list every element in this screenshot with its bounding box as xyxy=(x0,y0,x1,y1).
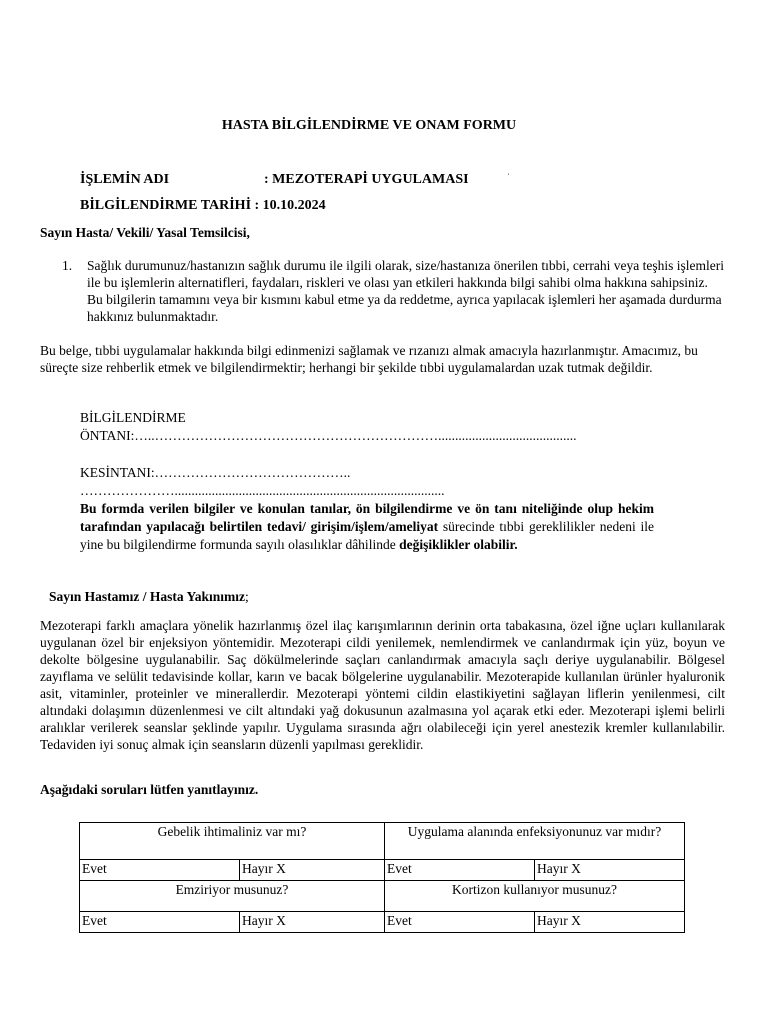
salutation: Sayın Hasta/ Vekili/ Yasal Temsilcisi, xyxy=(40,225,250,240)
table-row xyxy=(80,881,685,912)
notice-bold-end: değişiklikler olabilir. xyxy=(399,537,518,552)
answer-yes[interactable]: Evet xyxy=(80,912,240,933)
notice-paragraph xyxy=(80,500,654,554)
final-diagnosis-line: KESİNTANI:…………………………………….. xyxy=(80,465,351,480)
question-infection: Uygulama alanında enfeksiyonunuz var mıdır? xyxy=(385,823,685,860)
question-breastfeeding: Emziriyor musunuz? xyxy=(80,881,385,912)
answer-no[interactable]: Hayır X xyxy=(240,860,385,881)
answer-no[interactable]: Hayır X xyxy=(535,860,685,881)
pre-diagnosis-label: BİLGİLENDİRME xyxy=(80,410,186,425)
answer-yes[interactable]: Evet xyxy=(385,912,535,933)
pre-diagnosis-line: ÖNTANI:…..………………………………………………………......................................... xyxy=(80,428,577,443)
questions-heading: Aşağıdaki soruları lütfen yanıtlayınız. xyxy=(40,782,259,797)
patient-salutation xyxy=(49,588,249,605)
answer-no[interactable]: Hayır X xyxy=(535,912,685,933)
table-row xyxy=(80,823,685,860)
procedure-value: : MEZOTERAPİ UYGULAMASI xyxy=(264,172,469,187)
answer-no[interactable]: Hayır X xyxy=(240,912,385,933)
intro-paragraph: Bu belge, tıbbi uygulamalar hakkında bilgi edinmenizi sağlamak ve rızanızı almak amacıyla hazırlanmıştır. Amacımız, bu süreçte size rehberlik etmek ve bilgilendirmektir; herhangi bir şekilde tıbbi uygulamalardan uzak tutmak değildir. xyxy=(40,343,698,375)
patient-salutation-end: ; xyxy=(245,589,249,604)
question-pregnancy: Gebelik ihtimaliniz var mı? xyxy=(80,823,385,860)
rights-list xyxy=(62,257,726,325)
notice-normal: sürecinde tıbbi gereklilikler nedeni ile yine bu bilgilendirme formunda sayılı olasılıklar dâhilinde xyxy=(80,519,654,552)
answer-yes[interactable]: Evet xyxy=(385,860,535,881)
list-number: 1. xyxy=(62,258,73,273)
table-row xyxy=(80,860,685,881)
final-diagnosis-line-continued: …………………................................................................................ xyxy=(80,483,445,498)
question-cortisone: Kortizon kullanıyor musunuz? xyxy=(385,881,685,912)
patient-salutation-text: Sayın Hastamız / Hasta Yakınımız xyxy=(49,589,246,604)
table-row xyxy=(80,912,685,933)
tick-mark: ˈ xyxy=(507,172,510,182)
answer-yes[interactable]: Evet xyxy=(80,860,240,881)
notice-bold-start: Bu formda verilen bilgiler ve konulan tanılar, ön bilgilendirme ve ön tanı niteliğinde olup hekim tarafından yapılacağı belirtilen tedavi/ girişim/işlem/ameliyat xyxy=(80,501,654,534)
mesotherapy-paragraph: Mezoterapi farklı amaçlara yönelik hazırlanmış özel ilaç karışımlarının derinin orta tabakasına, özel iğne uçları kullanılarak uygulanan özel bir enjeksiyon yöntemidir. Mezoterapi cildi yenilemek, nemlendirmek ve canlandırmak için yüz, boyun ve dekolte bölgesine uygulanabilir. Saç dökülmelerinde saçları canlandırmak amacıyla saçlı deriye uygulanabilir. Bölgesel zayıflama ve selülit tedavisinde kollar, karın ve bacak bölgelerine uygulanabilir. Mezoterapide kullanılan ürünler hyaluronik asit, vitaminler, proteinler ve minerallerdir. Mezoterapi yöntemi cildin elastikiyetini sağlayan liflerin yenilenmesi, cilt altındaki dolaşımın düzenlenmesi ve cilt altındaki yağ dokusunun azalmasına yol açarak etki eder. Mezoterapi işlemi belirli aralıklar verilerek seanslar şeklinde yapılır. Uygulama sırasında ağrı olabileceği için yerel anestezik kremler kullanılabilir. Tedaviden iyi sonuç almak için seansların düzenli yapılması gereklidir. xyxy=(40,618,725,752)
questions-table xyxy=(79,822,685,933)
form-title: HASTA BİLGİLENDİRME VE ONAM FORMU xyxy=(221,118,517,133)
date-label: BİLGİLENDİRME TARİHİ : 10.10.2024 xyxy=(80,198,326,213)
procedure-label: İŞLEMİN ADI xyxy=(80,172,170,187)
list-item-text: Sağlık durumunuz/hastanızın sağlık durumu ile ilgili olarak, size/hastanıza önerilen tıbbi, cerrahi veya teşhis işlemleri ile bu işlemlerin alternatifleri, faydaları, riskleri ve olası yan etkileri hakkında bilgi sahibi olma hakkına sahipsiniz. Bu bilgilerin tamamını veya bir kısmını kabul etme ya da reddetme, ayrıca yapılacak işlemleri her aşamada durdurma hakkınız bulunmaktadır. xyxy=(87,258,724,324)
